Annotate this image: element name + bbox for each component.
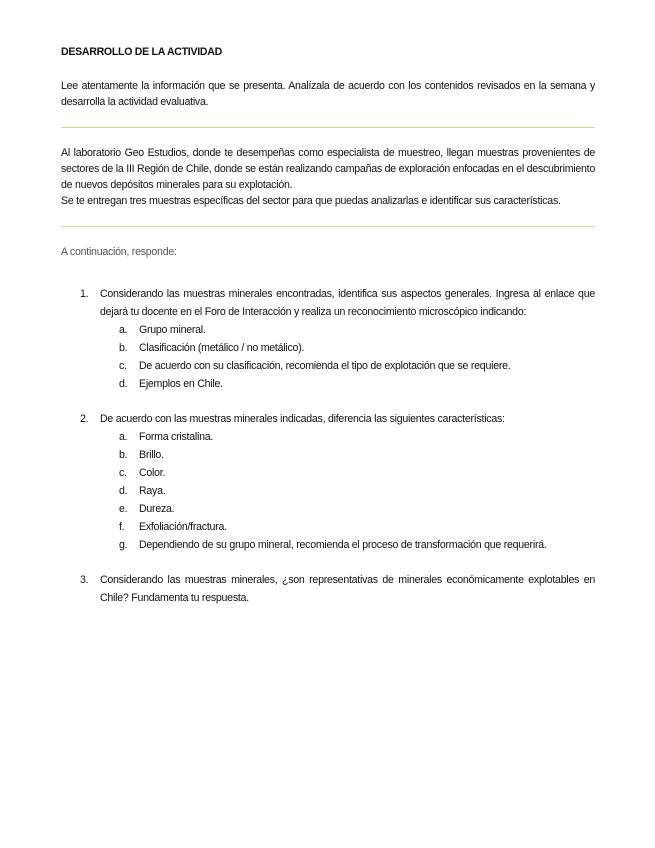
sub-letter: b. [119, 449, 128, 461]
sub-item [100, 428, 595, 446]
intro-paragraph: Lee atentamente la información que se presenta. Analízala de acuerdo con los contenidos revisados en la semana y desarrolla la actividad evaluativa. [61, 80, 595, 108]
sub-text: Forma cristalina. [139, 431, 214, 443]
divider-line [61, 127, 595, 128]
sub-item [100, 464, 595, 482]
sub-item [100, 375, 595, 393]
sub-letter: f. [119, 521, 125, 533]
sub-item [100, 500, 595, 518]
sub-item [100, 518, 595, 536]
sub-letter: c. [119, 360, 127, 372]
sub-letter: a. [119, 324, 128, 336]
question-item [61, 571, 595, 607]
sub-item [100, 482, 595, 500]
question-list [61, 285, 595, 607]
sub-letter: a. [119, 431, 128, 443]
section-title: DESARROLLO DE LA ACTIVIDAD [61, 46, 222, 58]
sub-item [100, 536, 595, 554]
sub-text: Clasificación (metálico / no metálico). [139, 342, 305, 354]
sub-letter: d. [119, 378, 128, 390]
divider-line [61, 226, 595, 227]
sub-letter: g. [119, 539, 128, 551]
sub-item [100, 321, 595, 339]
sub-text: Color. [139, 467, 166, 479]
question-number: 3. [80, 574, 89, 586]
sub-list [100, 321, 595, 393]
sub-item [100, 339, 595, 357]
question-item [61, 410, 595, 554]
sub-text: Dependiendo de su grupo mineral, recomienda el proceso de transformación que requerirá. [139, 539, 547, 551]
sub-item [100, 446, 595, 464]
responde-label: A continuación, responde: [61, 246, 177, 258]
sub-letter: d. [119, 485, 128, 497]
context-paragraph: Al laboratorio Geo Estudios, donde te desempeñas como especialista de muestreo, llegan muestras provenientes de sectores de la III Región de Chile, donde se están realizando campañas de exploración enfocadas en el descubrimiento de nuevos depósitos minerales para su explotación. [61, 147, 595, 191]
sub-item [100, 357, 595, 375]
question-number: 2. [80, 413, 89, 425]
sub-text: Ejemplos en Chile. [139, 378, 223, 390]
question-text: Considerando las muestras minerales encontradas, identifica sus aspectos generales. Ingresa al enlace que dejará tu docente en el Foro de Interacción y realiza un reconocimiento microscópico indicando: [100, 288, 595, 318]
sub-letter: c. [119, 467, 127, 479]
question-text: Considerando las muestras minerales, ¿son representativas de minerales económicamente explotables en Chile? Fundamenta tu respuesta. [100, 574, 595, 604]
sub-text: Dureza. [139, 503, 175, 515]
sub-text: Grupo mineral. [139, 324, 206, 336]
question-number: 1. [80, 288, 89, 300]
sub-list [100, 428, 595, 554]
sub-text: Exfoliación/fractura. [139, 521, 227, 533]
context-paragraph: Se te entregan tres muestras específicas del sector para que puedas analizarlas e identificar sus características. [61, 195, 561, 207]
sub-letter: e. [119, 503, 128, 515]
sub-letter: b. [119, 342, 128, 354]
question-text: De acuerdo con las muestras minerales indicadas, diferencia las siguientes características: [100, 413, 505, 425]
sub-text: De acuerdo con su clasificación, recomienda el tipo de explotación que se requiere. [139, 360, 511, 372]
context-block [61, 145, 595, 209]
question-item [61, 285, 595, 393]
sub-text: Raya. [139, 485, 166, 497]
sub-text: Brillo. [139, 449, 164, 461]
